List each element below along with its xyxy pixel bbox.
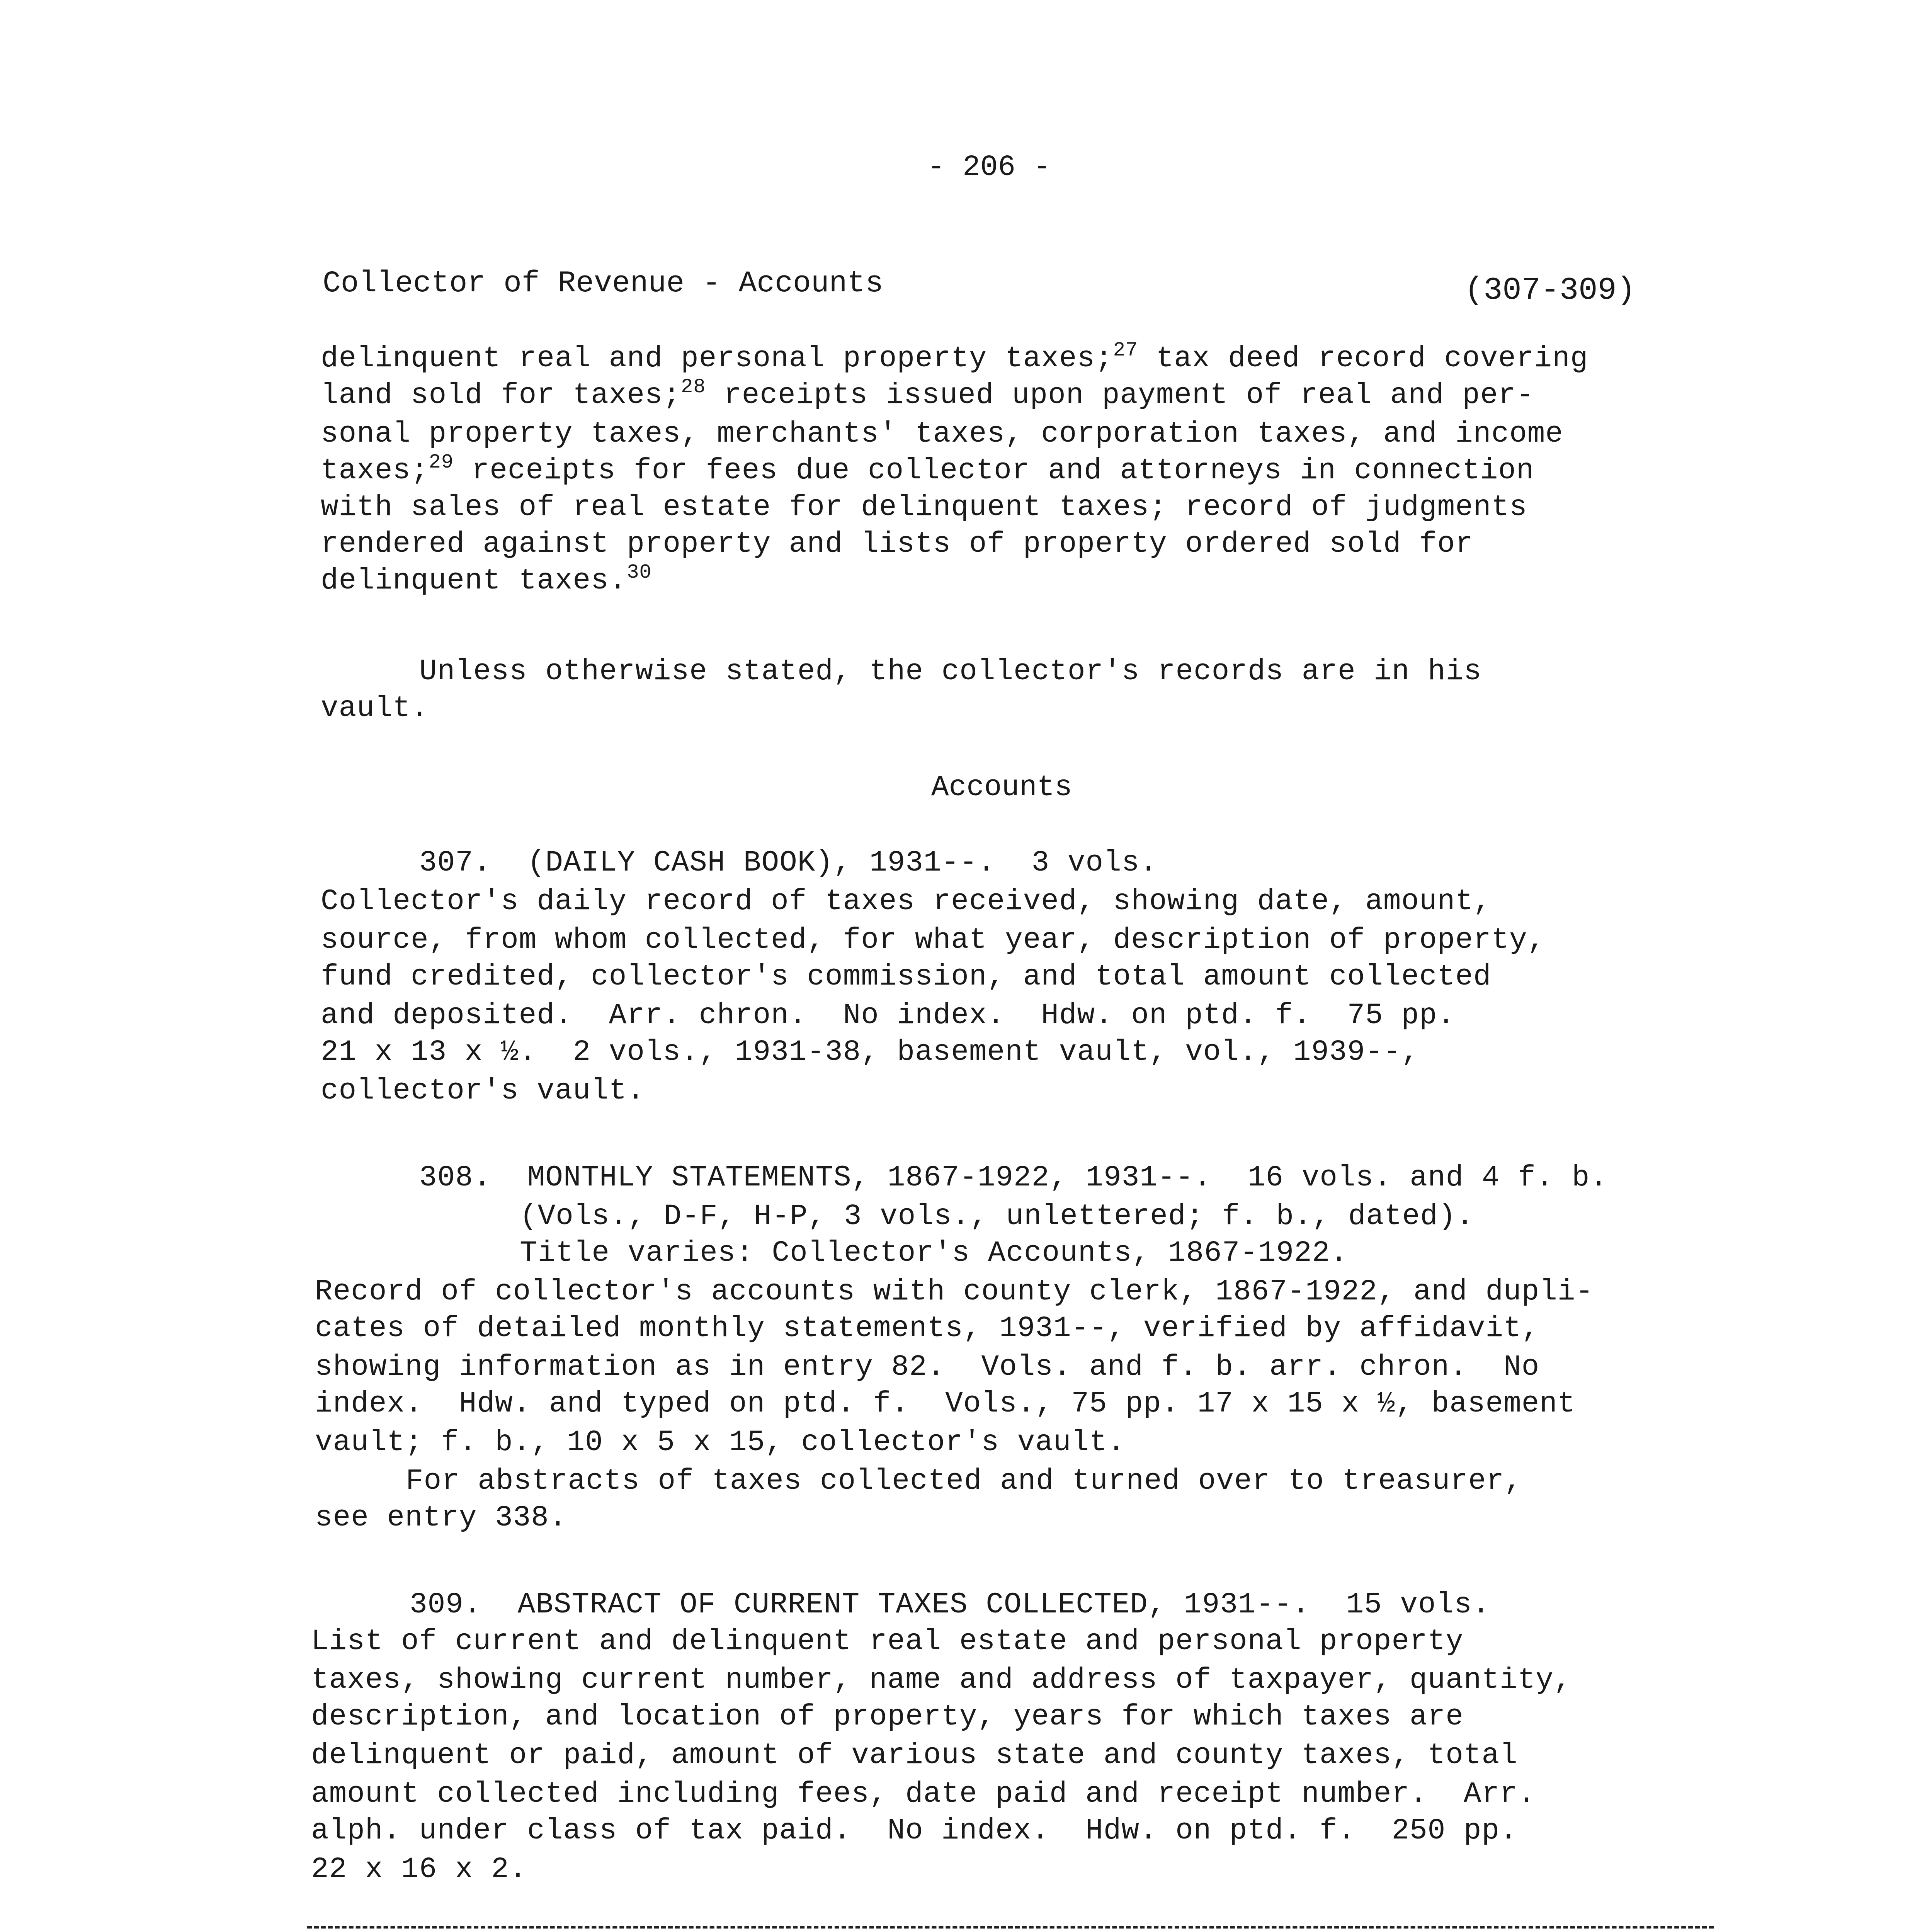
entry-line: alph. under class of tax paid. No index. Hdw. on ptd. f. 250 pp.: [311, 1814, 1518, 1847]
text-run: receipts issued upon payment of real and per-: [706, 379, 1534, 412]
entry-line: source, from whom collected, for what year, description of property,: [321, 923, 1546, 957]
footnote-ref: 27: [1113, 339, 1138, 362]
running-header-title: Collector of Revenue - Accounts: [323, 267, 884, 301]
vault-note-line: Unless otherwise stated, the collector's records are in his: [419, 655, 1482, 688]
entry-heading: 308. MONTHLY STATEMENTS, 1867-1922, 1931--. 16 vols. and 4 f. b.: [419, 1161, 1608, 1194]
entry-line: 22 x 16 x 2.: [311, 1853, 527, 1886]
footnote-ref: 30: [627, 561, 652, 584]
page-number: - 206 -: [927, 151, 1051, 184]
entry-line: collector's vault.: [321, 1074, 645, 1107]
footnote-ref: 28: [681, 376, 706, 398]
intro-line: [321, 376, 1534, 412]
entry-heading: 307. (DAILY CASH BOOK), 1931--. 3 vols.: [419, 846, 1158, 879]
running-header-entry-range: (307-309): [1464, 272, 1636, 308]
text-run: taxes;: [321, 454, 429, 487]
footnote-separator: [307, 1926, 1714, 1929]
entry-line: vault; f. b., 10 x 5 x 15, collector's vault.: [315, 1426, 1126, 1459]
text-run: land sold for taxes;: [321, 379, 681, 412]
entry-line: 21 x 13 x ½. 2 vols., 1931-38, basement vault, vol., 1939--,: [321, 1036, 1420, 1069]
vault-note-line: vault.: [321, 692, 429, 725]
footnote-ref: 29: [429, 451, 454, 474]
intro-line: sonal property taxes, merchants' taxes, corporation taxes, and income: [321, 417, 1563, 451]
entry-line: taxes, showing current number, name and address of taxpayer, quantity,: [311, 1663, 1572, 1697]
text-run: tax deed record covering: [1138, 342, 1588, 375]
entry-line: index. Hdw. and typed on ptd. f. Vols., 75 pp. 17 x 15 x ½, basement: [315, 1387, 1576, 1420]
entry-line: (Vols., D-F, H-P, 3 vols., unlettered; f. b., dated).: [520, 1200, 1475, 1233]
text-run: delinquent real and personal property taxes;: [321, 342, 1113, 375]
entry-line: List of current and delinquent real estate and personal property: [311, 1625, 1464, 1658]
entry-line: Record of collector's accounts with county clerk, 1867-1922, and dupli-: [315, 1275, 1594, 1308]
text-run: delinquent taxes.: [321, 564, 627, 597]
entry-line: description, and location of property, years for which taxes are: [311, 1700, 1464, 1733]
intro-line: rendered against property and lists of property ordered sold for: [321, 527, 1473, 561]
intro-line: [321, 451, 1534, 487]
entry-line: fund credited, collector's commission, and total amount collected: [321, 960, 1492, 993]
entry-line: Title varies: Collector's Accounts, 1867-1922.: [520, 1236, 1348, 1270]
section-heading: Accounts: [931, 771, 1072, 804]
intro-line: with sales of real estate for delinquent taxes; record of judgments: [321, 491, 1527, 524]
entry-line: amount collected including fees, date paid and receipt number. Arr.: [311, 1777, 1536, 1811]
entry-line: showing information as in entry 82. Vols. and f. b. arr. chron. No: [315, 1350, 1540, 1384]
entry-line: For abstracts of taxes collected and turned over to treasurer,: [406, 1464, 1522, 1498]
intro-line: [321, 561, 652, 597]
entry-line: and deposited. Arr. chron. No index. Hdw. on ptd. f. 75 pp.: [321, 999, 1456, 1032]
entry-heading: 309. ABSTRACT OF CURRENT TAXES COLLECTED, 1931--. 15 vols.: [410, 1588, 1490, 1621]
entry-line: Collector's daily record of taxes received, showing date, amount,: [321, 885, 1492, 918]
entry-line: cates of detailed monthly statements, 1931--, verified by affidavit,: [315, 1312, 1540, 1345]
entry-line: delinquent or paid, amount of various state and county taxes, total: [311, 1739, 1518, 1772]
text-run: receipts for fees due collector and attorneys in connection: [454, 454, 1534, 487]
entry-line: see entry 338.: [315, 1501, 567, 1534]
intro-line: [321, 339, 1588, 375]
